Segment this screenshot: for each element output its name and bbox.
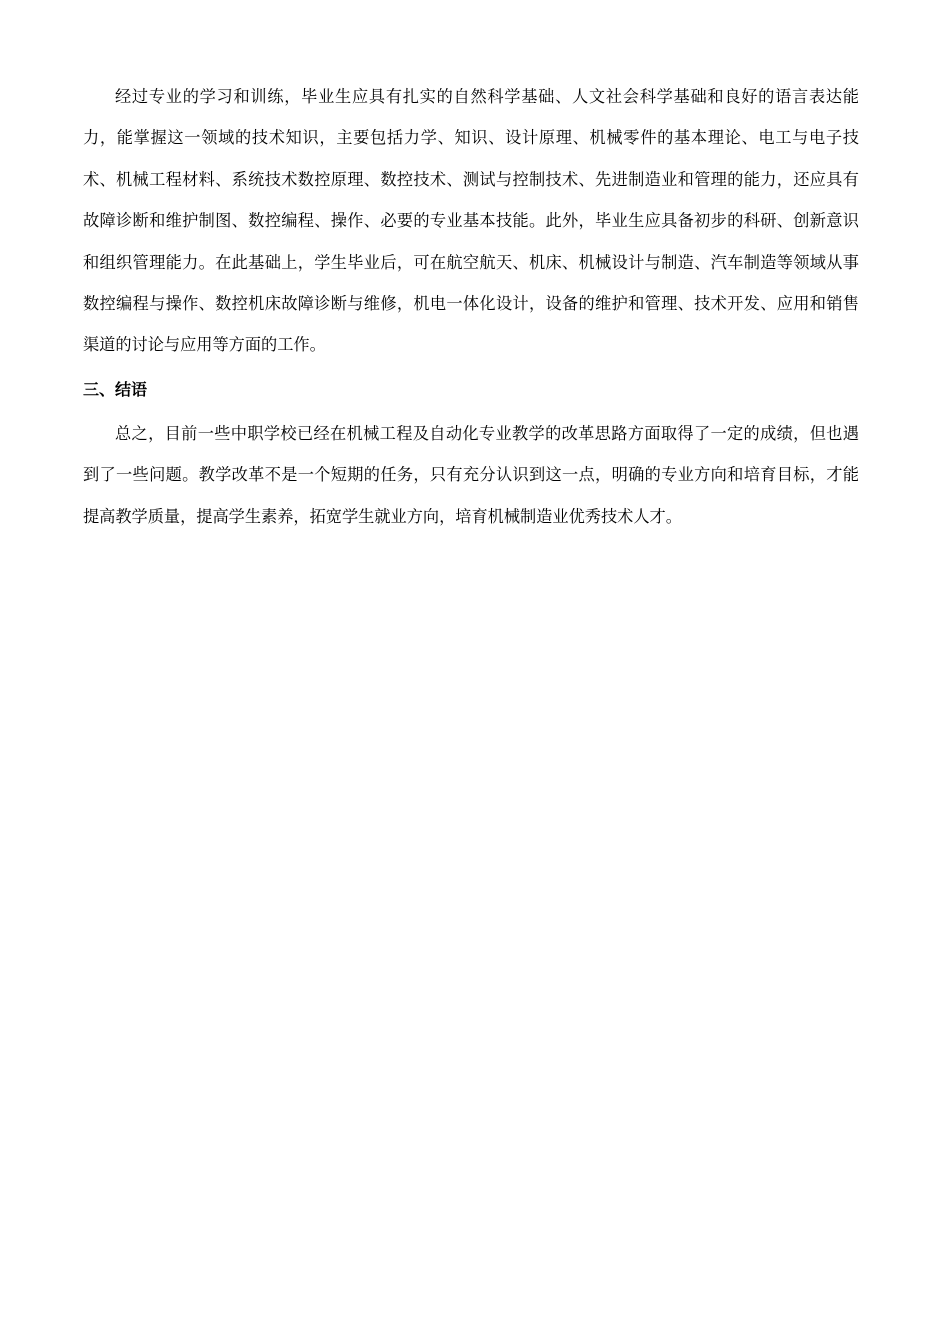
body-paragraph-graduate-skills: 经过专业的学习和训练，毕业生应具有扎实的自然科学基础、人文社会科学基础和良好的语言表达能力，能掌握这一领域的技术知识，主要包括力学、知识、设计原理、机械零件的基本理论、电工与电子技术、机械工程材料、系统技术数控原理、数控技术、测试与控制技术、先进制造业和管理的能力，还应具有故障诊断和维护制图、数控编程、操作、必要的专业基本技能。此外，毕业生应具备初步的科研、创新意识和组织管理能力。在此基础上，学生毕业后，可在航空航天、机床、机械设计与制造、汽车制造等领域从事数控编程与操作、数控机床故障诊断与维修，机电一体化设计，设备的维护和管理、技术开发、应用和销售渠道的讨论与应用等方面的工作。 [83,87,859,355]
document-page [83,76,859,537]
section-heading-conclusion: 三、结语 [83,379,148,399]
body-paragraph-conclusion: 总之，目前一些中职学校已经在机械工程及自动化专业教学的改革思路方面取得了一定的成绩，但也遇到了一些问题。教学改革不是一个短期的任务，只有充分认识到这一点，明确的专业方向和培育目标，才能提高教学质量，提高学生素养，拓宽学生就业方向，培育机械制造业优秀技术人才。 [83,423,859,526]
